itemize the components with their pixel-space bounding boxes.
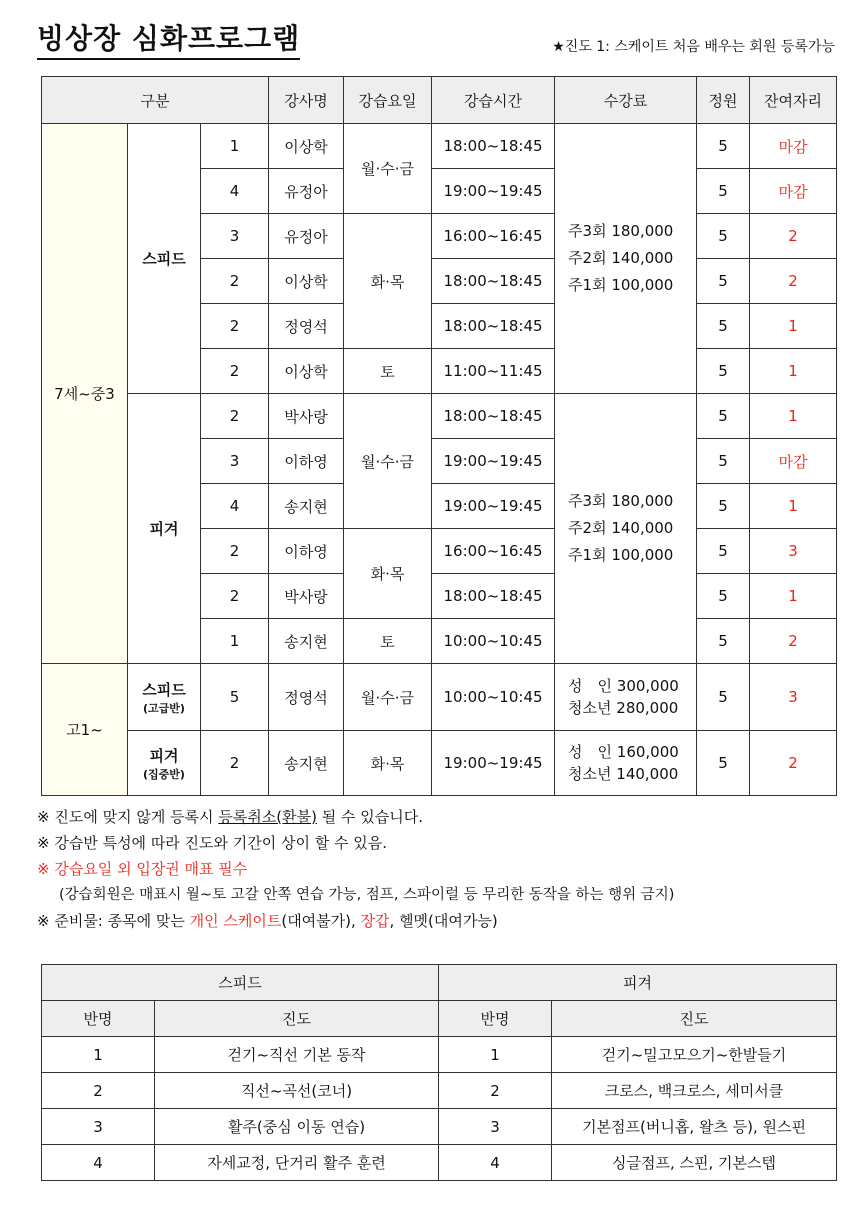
days-cell: 화·목 bbox=[344, 731, 432, 796]
time-cell: 18:00~18:45 bbox=[432, 304, 555, 349]
progress-cell: 직선~곡선(코너) bbox=[155, 1073, 439, 1109]
note-1 bbox=[37, 804, 847, 830]
time-cell: 19:00~19:45 bbox=[432, 169, 555, 214]
instructor-cell: 송지현 bbox=[269, 731, 344, 796]
page-title: 빙상장 심화프로그램 bbox=[37, 22, 300, 60]
progress-figure-header: 피겨 bbox=[439, 965, 837, 1001]
subgroup-figure-intensive bbox=[128, 731, 201, 796]
capacity-cell: 5 bbox=[697, 124, 750, 169]
capacity-cell: 5 bbox=[697, 484, 750, 529]
progress-cell: 크로스, 백크로스, 세미서클 bbox=[552, 1073, 837, 1109]
top-note: ★진도 1: 스케이트 처음 배우는 회원 등록가능 bbox=[552, 39, 835, 55]
schedule-table bbox=[41, 76, 837, 796]
notes-section bbox=[37, 804, 847, 934]
progress-table bbox=[41, 964, 837, 1181]
time-cell: 18:00~18:45 bbox=[432, 259, 555, 304]
progress-cell: 기본점프(버니홉, 왈츠 등), 원스핀 bbox=[552, 1109, 837, 1145]
instructor-cell: 이하영 bbox=[269, 529, 344, 574]
fee-cell bbox=[555, 394, 697, 664]
instructor-cell: 이상학 bbox=[269, 349, 344, 394]
days-cell: 월·수·금 bbox=[344, 394, 432, 529]
progress-speed-header: 스피드 bbox=[42, 965, 439, 1001]
class-cell: 4 bbox=[42, 1145, 155, 1181]
remaining-cell: 마감 bbox=[750, 439, 837, 484]
days-cell: 토 bbox=[344, 619, 432, 664]
header-time: 강습시간 bbox=[432, 77, 555, 124]
remaining-cell: 2 bbox=[750, 214, 837, 259]
time-cell: 18:00~18:45 bbox=[432, 574, 555, 619]
table-row bbox=[42, 1109, 837, 1145]
note-emphasis: 등록취소(환불) bbox=[218, 808, 317, 826]
fee-line: 주2회 140,000 bbox=[568, 519, 674, 537]
days-cell: 월·수·금 bbox=[344, 124, 432, 214]
note-text: , 헬멧(대여가능) bbox=[389, 912, 498, 930]
level-cell: 2 bbox=[201, 529, 269, 574]
fee-cell bbox=[555, 731, 697, 796]
table-header-row bbox=[42, 77, 837, 124]
capacity-cell: 5 bbox=[697, 664, 750, 731]
table-row bbox=[42, 124, 837, 169]
time-cell: 10:00~10:45 bbox=[432, 664, 555, 731]
instructor-cell: 박사랑 bbox=[269, 394, 344, 439]
remaining-cell: 3 bbox=[750, 664, 837, 731]
note-5 bbox=[37, 908, 847, 934]
level-cell: 2 bbox=[201, 574, 269, 619]
progress-header: 진도 bbox=[552, 1001, 837, 1037]
fee-cell bbox=[555, 664, 697, 731]
group-kids: 7세~중3 bbox=[42, 124, 128, 664]
remaining-cell: 2 bbox=[750, 259, 837, 304]
class-header: 반명 bbox=[42, 1001, 155, 1037]
remaining-cell: 마감 bbox=[750, 124, 837, 169]
note-2: ※ 강습반 특성에 따라 진도와 기간이 상이 할 수 있음. bbox=[37, 834, 388, 852]
note-text: 될 수 있습니다. bbox=[316, 808, 423, 826]
level-cell: 2 bbox=[201, 731, 269, 796]
remaining-cell: 3 bbox=[750, 529, 837, 574]
fee-line: 청소년 280,000 bbox=[568, 699, 679, 717]
time-cell: 16:00~16:45 bbox=[432, 529, 555, 574]
subgroup-sublabel: (고급반) bbox=[143, 701, 185, 715]
fee-line: 청소년 140,000 bbox=[568, 765, 679, 783]
fee-line: 주3회 180,000 bbox=[568, 222, 674, 240]
instructor-cell: 이하영 bbox=[269, 439, 344, 484]
note-emphasis: 장갑 bbox=[360, 912, 390, 930]
instructor-cell: 송지현 bbox=[269, 619, 344, 664]
note-emphasis: 개인 스케이트 bbox=[189, 912, 282, 930]
class-cell: 1 bbox=[42, 1037, 155, 1073]
fee-cell bbox=[555, 124, 697, 394]
time-cell: 18:00~18:45 bbox=[432, 394, 555, 439]
subgroup-label: 스피드 bbox=[142, 680, 186, 699]
header-fee: 수강료 bbox=[555, 77, 697, 124]
time-cell: 10:00~10:45 bbox=[432, 619, 555, 664]
fee-line: 성 인 300,000 bbox=[568, 677, 679, 695]
remaining-cell: 2 bbox=[750, 619, 837, 664]
instructor-cell: 이상학 bbox=[269, 124, 344, 169]
note-text: ※ 진도에 맞지 않게 등록시 bbox=[37, 808, 219, 826]
note-4: (강습회원은 매표시 월~토 고갈 안쪽 연습 가능, 점프, 스파이럴 등 무리한 동작을 하는 행위 금지) bbox=[59, 887, 675, 903]
instructor-cell: 유정아 bbox=[269, 169, 344, 214]
subgroup-speed-advanced bbox=[128, 664, 201, 731]
header-instructor: 강사명 bbox=[269, 77, 344, 124]
group-teens: 고1~ bbox=[42, 664, 128, 796]
class-cell: 2 bbox=[42, 1073, 155, 1109]
level-cell: 2 bbox=[201, 349, 269, 394]
remaining-cell: 1 bbox=[750, 484, 837, 529]
note-text: (대여불가), bbox=[281, 912, 361, 930]
class-cell: 4 bbox=[439, 1145, 552, 1181]
capacity-cell: 5 bbox=[697, 574, 750, 619]
time-cell: 18:00~18:45 bbox=[432, 124, 555, 169]
level-cell: 1 bbox=[201, 124, 269, 169]
level-cell: 5 bbox=[201, 664, 269, 731]
remaining-cell: 마감 bbox=[750, 169, 837, 214]
capacity-cell: 5 bbox=[697, 214, 750, 259]
progress-subheader-row bbox=[42, 1001, 837, 1037]
header-days: 강습요일 bbox=[344, 77, 432, 124]
level-cell: 2 bbox=[201, 304, 269, 349]
table-row bbox=[42, 731, 837, 796]
progress-header-row bbox=[42, 965, 837, 1001]
fee-line: 주3회 180,000 bbox=[568, 492, 674, 510]
table-row bbox=[42, 1073, 837, 1109]
instructor-cell: 송지현 bbox=[269, 484, 344, 529]
subgroup-figure: 피겨 bbox=[128, 394, 201, 664]
header-capacity: 정원 bbox=[697, 77, 750, 124]
level-cell: 4 bbox=[201, 484, 269, 529]
remaining-cell: 1 bbox=[750, 349, 837, 394]
class-cell: 2 bbox=[439, 1073, 552, 1109]
instructor-cell: 박사랑 bbox=[269, 574, 344, 619]
table-row bbox=[42, 394, 837, 439]
instructor-cell: 유정아 bbox=[269, 214, 344, 259]
table-row bbox=[42, 1145, 837, 1181]
header-category: 구분 bbox=[42, 77, 269, 124]
class-header: 반명 bbox=[439, 1001, 552, 1037]
remaining-cell: 1 bbox=[750, 574, 837, 619]
header-remaining: 잔여자리 bbox=[750, 77, 837, 124]
time-cell: 11:00~11:45 bbox=[432, 349, 555, 394]
days-cell: 화·목 bbox=[344, 214, 432, 349]
class-cell: 3 bbox=[42, 1109, 155, 1145]
note-text: ※ 준비물: 종목에 맞는 bbox=[37, 912, 190, 930]
time-cell: 19:00~19:45 bbox=[432, 484, 555, 529]
days-cell: 토 bbox=[344, 349, 432, 394]
progress-header: 진도 bbox=[155, 1001, 439, 1037]
table-row bbox=[42, 664, 837, 731]
instructor-cell: 정영석 bbox=[269, 664, 344, 731]
capacity-cell: 5 bbox=[697, 731, 750, 796]
level-cell: 2 bbox=[201, 259, 269, 304]
level-cell: 1 bbox=[201, 619, 269, 664]
class-cell: 1 bbox=[439, 1037, 552, 1073]
capacity-cell: 5 bbox=[697, 619, 750, 664]
progress-cell: 걷기~밀고모으기~한발들기 bbox=[552, 1037, 837, 1073]
progress-cell: 걷기~직선 기본 동작 bbox=[155, 1037, 439, 1073]
table-row bbox=[42, 1037, 837, 1073]
note-3: ※ 강습요일 외 입장권 매표 필수 bbox=[37, 860, 248, 878]
capacity-cell: 5 bbox=[697, 169, 750, 214]
instructor-cell: 이상학 bbox=[269, 259, 344, 304]
fee-line: 주2회 140,000 bbox=[568, 249, 674, 267]
progress-cell: 자세교정, 단거리 활주 훈련 bbox=[155, 1145, 439, 1181]
days-cell: 화·목 bbox=[344, 529, 432, 619]
capacity-cell: 5 bbox=[697, 349, 750, 394]
capacity-cell: 5 bbox=[697, 394, 750, 439]
capacity-cell: 5 bbox=[697, 259, 750, 304]
time-cell: 19:00~19:45 bbox=[432, 439, 555, 484]
subgroup-sublabel: (집중반) bbox=[143, 767, 185, 781]
class-cell: 3 bbox=[439, 1109, 552, 1145]
subgroup-speed: 스피드 bbox=[128, 124, 201, 394]
fee-line: 주1회 100,000 bbox=[568, 276, 674, 294]
remaining-cell: 1 bbox=[750, 394, 837, 439]
subgroup-label: 피겨 bbox=[149, 746, 179, 765]
fee-line: 주1회 100,000 bbox=[568, 546, 674, 564]
time-cell: 19:00~19:45 bbox=[432, 731, 555, 796]
remaining-cell: 2 bbox=[750, 731, 837, 796]
instructor-cell: 정영석 bbox=[269, 304, 344, 349]
progress-cell: 싱글점프, 스핀, 기본스텝 bbox=[552, 1145, 837, 1181]
level-cell: 3 bbox=[201, 439, 269, 484]
progress-cell: 활주(중심 이동 연습) bbox=[155, 1109, 439, 1145]
remaining-cell: 1 bbox=[750, 304, 837, 349]
time-cell: 16:00~16:45 bbox=[432, 214, 555, 259]
capacity-cell: 5 bbox=[697, 439, 750, 484]
days-cell: 월·수·금 bbox=[344, 664, 432, 731]
level-cell: 2 bbox=[201, 394, 269, 439]
capacity-cell: 5 bbox=[697, 529, 750, 574]
fee-line: 성 인 160,000 bbox=[568, 743, 679, 761]
capacity-cell: 5 bbox=[697, 304, 750, 349]
level-cell: 3 bbox=[201, 214, 269, 259]
level-cell: 4 bbox=[201, 169, 269, 214]
